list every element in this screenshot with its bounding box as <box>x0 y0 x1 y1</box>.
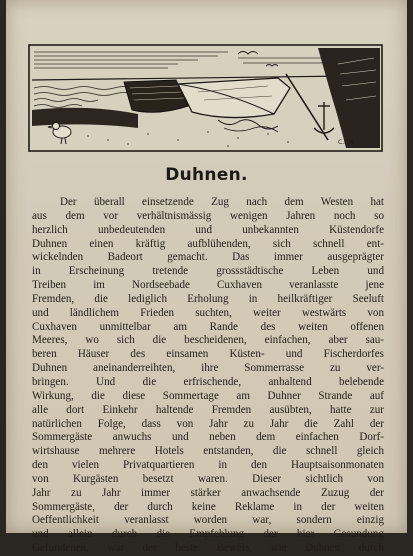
text-line: und ländlichem Frieden suchten, weiter westwärts von <box>32 306 384 319</box>
illustration-signature: C.F.M. <box>338 139 356 146</box>
text-line: wirtshause mehrere Hotels entstanden, die schnell gleich <box>32 445 384 458</box>
text-line: Meeres, wo sich die bescheidenen, einfachen, aber sau- <box>32 334 384 347</box>
text-line: bringen. Und die erfrischende, anhaltend belebende <box>32 375 384 388</box>
text-line: von Kurgästen besetzt waren. Dieser sichtlich von <box>32 472 384 485</box>
text-line: Duhnen einen kräftig aufblühenden, sich schnell ent- <box>32 237 384 250</box>
text-line: in Erscheinung tretende grossstädtische Leben und <box>32 265 384 278</box>
text-line: Gefundenen, war der beste Beweis, wie Duhnen durch <box>32 542 384 555</box>
text-line: Duhnen aneinanderreihten, ihre Sommerrasse zu ver- <box>32 362 384 375</box>
text-line: herzlich unbedeutenden und unbekannten Küstendorfe <box>32 223 384 236</box>
book-page <box>6 0 407 555</box>
text-line: natürlichen Folge, dass von Jahr zu Jahr die Zahl der <box>32 417 384 430</box>
text-line: Cuxhaven unmittelbar am Rande des weiten offenen <box>32 320 384 333</box>
text-line: beren Häuser des einsamen Küsten- und Fischerdorfes <box>32 348 384 361</box>
text-line: Oeffentlichkeit veranlasst worden war, sondern einzig <box>32 514 384 527</box>
text-line: wickelnden Badeort gemacht. Das immer ausgeprägter <box>32 251 384 264</box>
page-title: Duhnen. <box>165 165 248 185</box>
text-line: Fremden, die lediglich Erholung in heilkräftiger Seeluft <box>32 292 384 305</box>
text-line: Sommergäste anwuchs und neben dem einfachen Dorf- <box>32 431 384 444</box>
text-line: Treiben im Nordseebade Cuxhaven veranlasste jene <box>32 279 384 292</box>
article-text <box>32 196 384 556</box>
beach-boats-illustration <box>28 44 383 152</box>
text-line: den vielen Privatquartieren in den Hauptsaisonmonaten <box>32 459 384 472</box>
text-line: Jahr zu Jahr immer stärker anwachsende Zuzug der <box>32 486 384 499</box>
text-line: Sommergäste, der durch keine Reklame in der weiten <box>32 500 384 513</box>
text-line: alle dort Einkehr haltende Fremden ausübten, hatte zur <box>32 403 384 416</box>
text-line: Wirkung, die diese Sommertage am Duhner Strande auf <box>32 389 384 402</box>
text-line: und allein durch die Empfehlung der hier Gesundung <box>32 528 384 541</box>
text-line: aus dem vor verhältnismässig wenigen Jahren noch so <box>32 209 384 222</box>
text-line: Der überall einsetzende Zug nach dem Westen hat <box>60 196 384 208</box>
